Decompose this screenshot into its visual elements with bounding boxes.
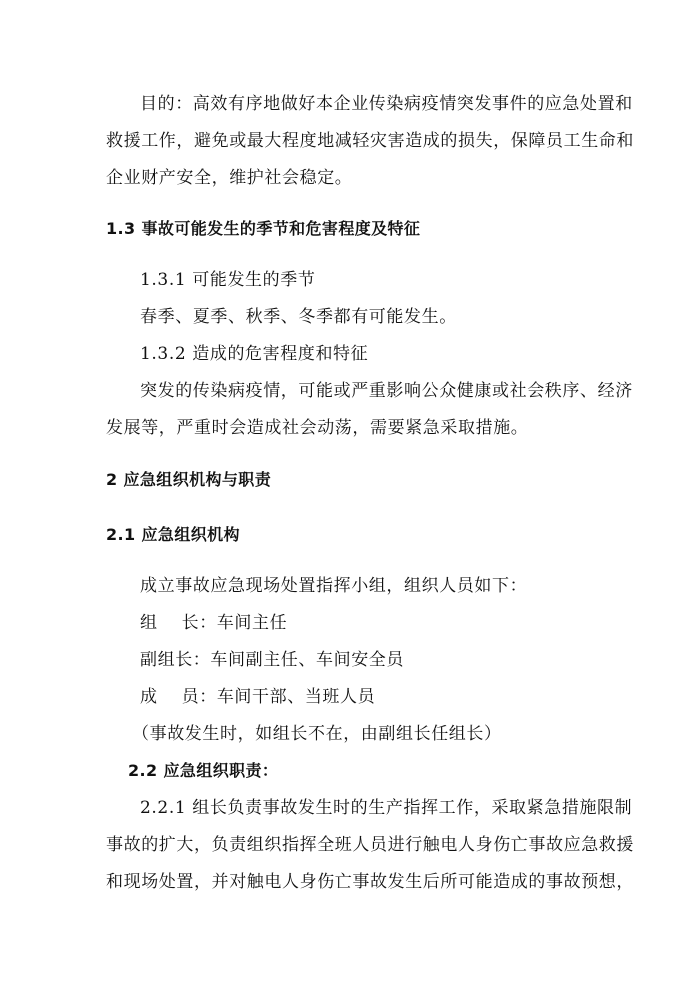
- seasons-text: 春季、夏季、秋季、冬季都有可能发生。: [140, 307, 457, 327]
- harm-line-1: 突发的传染病疫情，可能或严重影响公众健康或社会秩序、经济: [140, 381, 633, 401]
- section-1-3-heading: 1.3 事故可能发生的季节和危害程度及特征: [106, 219, 421, 238]
- harm-line-2: 发展等，严重时会造成社会动荡，需要紧急采取措施。: [106, 418, 529, 438]
- section-2-1-heading: 2.1 应急组织机构: [106, 525, 240, 544]
- duty-line-2: 事故的扩大，负责组织指挥全班人员进行触电人身伤亡事故应急救援: [106, 835, 634, 855]
- leader-substitution-note: （事故发生时，如组长不在，由副组长任组长）: [132, 724, 502, 744]
- role-deputy: 副组长：车间副主任、车间安全员: [140, 650, 404, 670]
- purpose-line-1: 目的：高效有序地做好本企业传染病疫情突发事件的应急处置和: [140, 94, 633, 114]
- duty-line-3: 和现场处置，并对触电人身伤亡事故发生后所可能造成的事故预想，: [106, 872, 634, 892]
- duty-line-1: 2.2.1 组长负责事故发生时的生产指挥工作，采取紧急措施限制: [140, 798, 633, 818]
- role-leader: 组 长：车间主任: [140, 613, 288, 633]
- section-2-heading: 2 应急组织机构与职责: [106, 470, 272, 489]
- section-2-2-heading: 2.2 应急组织职责：: [128, 761, 279, 780]
- purpose-line-2: 救援工作，避免或最大程度地减轻灾害造成的损失，保障员工生命和: [106, 131, 634, 151]
- role-members: 成 员：车间干部、当班人员: [140, 687, 376, 707]
- subsection-1-3-1: 1.3.1 可能发生的季节: [140, 270, 316, 290]
- purpose-line-3: 企业财产安全，维护社会稳定。: [106, 168, 353, 188]
- organization-intro: 成立事故应急现场处置指挥小组，组织人员如下：: [140, 576, 528, 596]
- subsection-1-3-2: 1.3.2 造成的危害程度和特征: [140, 344, 369, 364]
